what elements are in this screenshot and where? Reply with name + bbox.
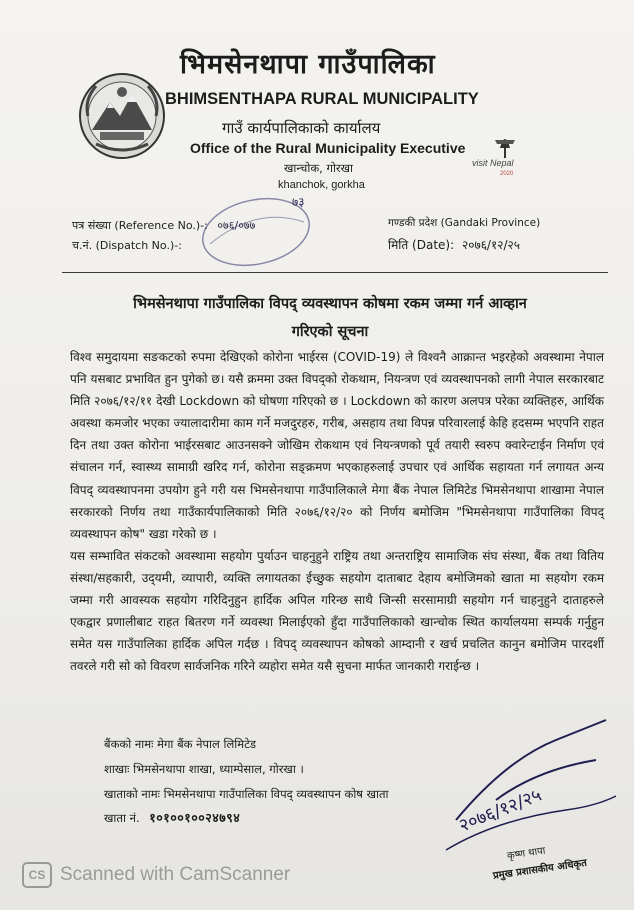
address-english: khanchok, gorkha (278, 179, 365, 191)
svg-text:2020: 2020 (500, 171, 514, 177)
dispatch-number (72, 238, 182, 253)
date-label: मिति (Date): (388, 238, 455, 252)
signatory-name: कृष्ण थापा (506, 845, 547, 862)
office-title-english: Office of the Rural Municipality Executive (190, 140, 466, 156)
address-nepali: खान्चोक, गोरखा (284, 161, 354, 175)
notice-paragraph-2: यस सम्भावित संकटको अवस्थामा सहयोग पुर्याउन चाहनुहुने राष्ट्रिय तथा अन्तराष्ट्रिय सामाजिक संघ संस्था, बैंक तथा वितिय संस्था/सहकारी, उद्‌यमी, व्यापारी, व्यक्ति लगायतका ईच्छुक सहयोग दाताबाट देहाय बमोजिमको खाता मा सहयोग रकम जम्मा गरी आवस्यक सहयोग गरिदिनुहुन हार्दिक अपिल गरिन्छ साथै जिन्सी सरसामाग्री सहयोग गर्न चाहनुहुने दाताहरुले एकद्वार प्रणालीबाट राहत बितरण गर्ने व्यवस्था मिलाईएको हुँदा गाउँपालिकाको खान्चोक स्थित कार्यालयमा सम्पर्क गर्नुहुन समेत यस गाउँपालिका हार्दिक अपिल गर्दछ । विपद् व्यवस्थापन कोषको आम्दानी र खर्च प्रचलित कानुन बमोजिम पारदर्शी तवरले गरी सो को विवरण सार्वजनिक गरिने व्यहोरा समेत यसै सुचना मार्फत जानकारी गराईन्छ । (70, 548, 604, 674)
camscanner-logo-icon: CS (22, 862, 52, 888)
svg-text:visit Nepal: visit Nepal (472, 158, 514, 168)
dispatch-label: च.नं. (Dispatch No.)-: (72, 239, 182, 252)
notice-title (70, 290, 590, 346)
province-label: गण्डकी प्रदेश (Gandaki Province) (388, 217, 541, 229)
signatory-title: प्रमुख प्रशासकीय अधिकृत (492, 857, 588, 882)
reference-number (72, 218, 255, 233)
municipality-emblem-icon (76, 70, 168, 162)
notice-body (70, 346, 604, 677)
account-number-row (104, 809, 240, 826)
watermark-text: Scanned with CamScanner (60, 864, 291, 885)
account-number: १०१००१००२४७९४ (149, 810, 241, 825)
date-value: २०७६/१२/२५ (461, 238, 520, 252)
bank-details (104, 732, 389, 807)
handwritten-signature-icon (436, 700, 626, 860)
account-name: खाताको नामः भिमसेनथापा गाउँपालिका विपद् व्यवस्थापन कोष खाता (104, 787, 389, 801)
svg-text:७३: ७३ (292, 195, 305, 209)
notice-title-line2: गरिएको सूचना (291, 324, 369, 340)
bank-name: बैंकको नामः मेगा बैंक नेपाल लिमिटेड (104, 737, 257, 751)
date-row (388, 236, 520, 253)
reference-value: ०७६/०७७ (217, 219, 256, 232)
bank-branch: शाखाः भिमसेनथापा शाखा, ध्याम्पेसाल, गोरखा । (104, 762, 304, 776)
office-subtitle-nepali: गाउँ कार्यपालिकाको कार्यालय (222, 119, 381, 137)
reference-label: पत्र संख्या (Reference No.)-: (72, 219, 208, 232)
municipality-title-nepali: भिमसेनथापा गाउँपालिका (180, 49, 436, 80)
notice-paragraph-1: विश्व समुदायमा सङकटको रुपमा देखिएको कोरोना भाईरस (COVID-19) ले विश्वनै आक्रान्त भइरहेको अवस्थामा नेपाल पनि यसबाट प्रभावित हुन पुगेको छ। यसै क्रममा उक्त विपद्‌को रोकथाम, नियन्त्रण एवं व्यवस्थापनको लागी नेपाल सरकारबाट मिति २०७६/१२/११ देखी Lockdown को घोषणा गरिएको छ । Lockdown को कारण अलपत्र परेका व्यक्तिहरु, आर्थिक अवस्था कमजोर भएका ज्यालादारीमा काम गर्ने मजदुरहरु, गरीब, असहाय तथा विपन्न परिवारलाई केहि हदसम्म भएपनि राहत दिन तथा उक्त कोरोना भाईरसबाट आउनसक्ने जोखिम रोकथाम एवं नियन्त्रणको पूर्व तयारी स्वरुप क्वारेन्टाईन निर्माण एवं संचालन गर्न, स्वास्थ्य सामाग्री खरिद गर्न, कोरोना सङ्क्रमण भएकाहरुलाई उपचार एवं आर्थिक सहायता गर्न लगायत अन्य विपद् व्यवस्थापनमा उपयोग हुने गरी यस भिमसेनथापा गाउँपालिकाले मेगा बैंक नेपाल लिमिटेड भिमसेनथापा शाखामा नेपाल सरकारको निर्णय तथा गाउँकार्यपालिकाको मिति २०७६/१२/२० को निर्णय बमोजिम "भिमसेनथापा गाउँपालिका विपद् व्यवस्थापन कोष" खडा गरेको छ । (70, 350, 604, 541)
municipality-title-english: BHIMSENTHAPA RURAL MUNICIPALITY (165, 90, 479, 108)
camscanner-watermark (22, 862, 290, 888)
account-number-label: खाता नं. (104, 811, 140, 825)
svg-text:२०७६/१२/२५: २०७६/१२/२५ (456, 784, 545, 837)
visit-nepal-logo-icon (470, 128, 540, 178)
notice-title-line1: भिमसेनथापा गाउँपालिका विपद् व्यवस्थापन कोषमा रकम जम्मा गर्न आव्हान (133, 296, 527, 312)
header-divider (62, 272, 608, 273)
